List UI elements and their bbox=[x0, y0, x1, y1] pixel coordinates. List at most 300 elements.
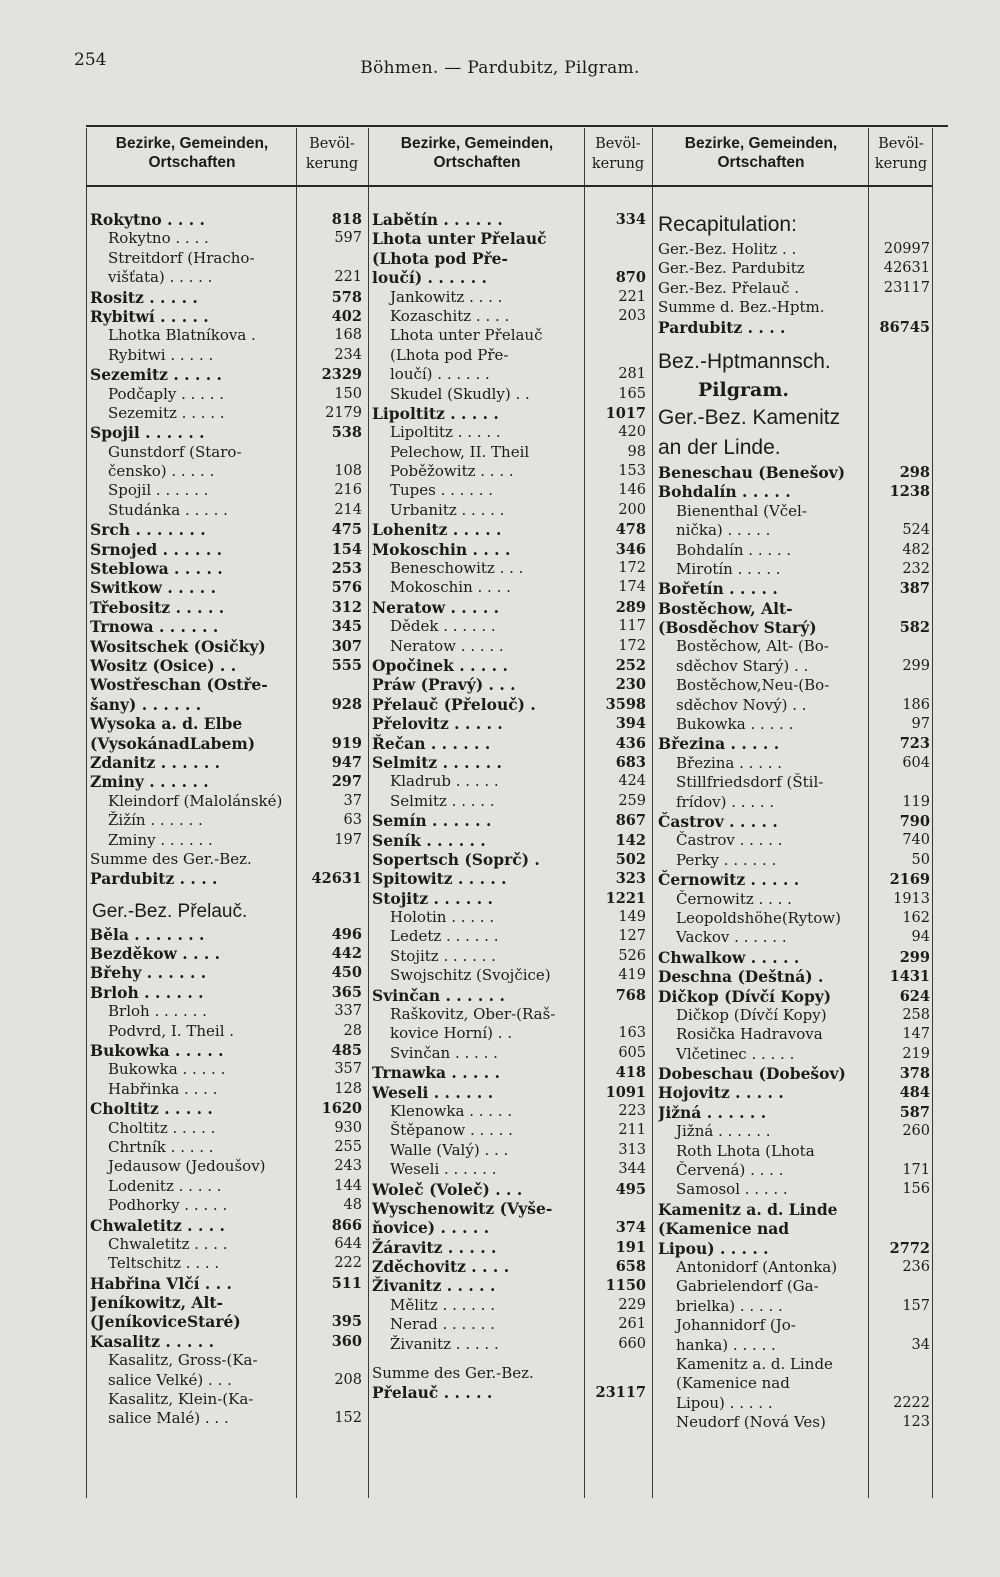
table-row bbox=[658, 890, 930, 909]
population-value: 930 bbox=[334, 1119, 362, 1136]
place-name: Dičkop (Dívčí Kopy) bbox=[658, 986, 832, 1006]
place-name: (Lhota pod Pře- bbox=[372, 248, 508, 268]
population-value: 346 bbox=[615, 540, 646, 558]
table-row bbox=[90, 1254, 362, 1273]
population-value: 419 bbox=[618, 967, 646, 984]
population-value: 168 bbox=[334, 327, 362, 344]
table-row bbox=[372, 831, 646, 850]
place-name: Jedausow (Jedoušov) bbox=[108, 1157, 266, 1176]
table-row bbox=[658, 502, 930, 521]
table-row bbox=[372, 1063, 646, 1082]
table-row bbox=[90, 753, 362, 772]
table-row bbox=[90, 1022, 362, 1041]
table-row bbox=[90, 983, 362, 1002]
table-row bbox=[90, 1216, 362, 1235]
population-value: 475 bbox=[331, 521, 362, 539]
population-value: 229 bbox=[618, 1296, 646, 1313]
table-row bbox=[658, 676, 930, 695]
table-row bbox=[658, 1200, 930, 1219]
population-value bbox=[586, 1364, 646, 1383]
population-value: 307 bbox=[331, 637, 362, 655]
population-value: 538 bbox=[331, 424, 362, 442]
table-row bbox=[372, 268, 646, 287]
table-row bbox=[90, 326, 362, 345]
place-name: Habřinka . . . . bbox=[108, 1079, 218, 1098]
table-row bbox=[90, 617, 362, 636]
table-row bbox=[658, 279, 930, 298]
place-name: Bořetín . . . . . bbox=[658, 579, 778, 599]
table-row bbox=[90, 734, 362, 753]
table-row bbox=[90, 831, 362, 850]
table-row bbox=[90, 423, 362, 442]
population-value: 644 bbox=[334, 1235, 362, 1252]
place-name: Zminy . . . . . . bbox=[90, 772, 209, 792]
table-row bbox=[90, 385, 362, 404]
table-row bbox=[90, 1235, 362, 1254]
column-3-name-header: Bezirke, Gemeinden, Ortschaften bbox=[684, 135, 838, 171]
place-name: Ger.-Bez. Holitz . . bbox=[658, 240, 797, 258]
place-name: šany) . . . . . . bbox=[90, 694, 202, 714]
population-value bbox=[868, 1277, 930, 1296]
table-row bbox=[90, 404, 362, 423]
population-value: 28 bbox=[343, 1022, 362, 1039]
place-name: Kamenitz a. d. Linde bbox=[658, 1199, 838, 1219]
population-value: 200 bbox=[618, 501, 646, 518]
place-name: hanka) . . . . . bbox=[676, 1335, 776, 1354]
population-value: 150 bbox=[334, 385, 362, 402]
place-name: Habřina Vlčí . . . bbox=[90, 1273, 232, 1293]
place-name: Selmitz . . . . . . bbox=[372, 752, 502, 772]
place-name: Wositz (Osice) . . bbox=[90, 655, 237, 675]
place-name: Jankowitz . . . . bbox=[390, 287, 503, 306]
table-row bbox=[372, 443, 646, 462]
place-name: (Kamenice nad bbox=[658, 1219, 790, 1239]
place-name: Perky . . . . . . bbox=[676, 850, 777, 869]
table-row bbox=[372, 1160, 646, 1179]
population-value: 63 bbox=[343, 812, 362, 829]
table-row bbox=[90, 1390, 362, 1409]
place-name: Mirotín . . . . . bbox=[676, 559, 781, 578]
table-row bbox=[90, 249, 362, 268]
table-row bbox=[90, 889, 362, 899]
table-row bbox=[90, 443, 362, 462]
population-value bbox=[294, 443, 362, 462]
place-name: Spojil . . . . . . bbox=[108, 481, 209, 500]
population-value: 128 bbox=[334, 1080, 362, 1097]
population-value: 2772 bbox=[889, 1239, 930, 1257]
place-name: Žáravitz . . . . . bbox=[372, 1237, 497, 1257]
population-value: 624 bbox=[899, 987, 930, 1005]
table-row bbox=[90, 963, 362, 982]
table-row bbox=[372, 307, 646, 326]
population-value: 171 bbox=[902, 1162, 930, 1179]
population-value bbox=[586, 1005, 646, 1024]
population-value: 723 bbox=[899, 735, 930, 753]
table-row bbox=[372, 1238, 646, 1257]
table-row bbox=[658, 210, 930, 240]
table-row bbox=[658, 240, 930, 259]
population-value bbox=[868, 1142, 930, 1161]
population-value: 234 bbox=[334, 346, 362, 363]
place-name: sděchov Starý) . . bbox=[676, 656, 809, 675]
place-name: Svinčan . . . . . . bbox=[372, 985, 505, 1005]
table-row bbox=[90, 1274, 362, 1293]
place-name: Černowitz . . . . . bbox=[658, 870, 800, 890]
place-name: Nerad . . . . . . bbox=[390, 1315, 495, 1334]
table-row bbox=[90, 1119, 362, 1138]
population-value bbox=[868, 1219, 930, 1238]
place-name: Ledetz . . . . . . bbox=[390, 927, 499, 946]
place-name: Stojitz . . . . . . bbox=[372, 888, 493, 908]
table-row bbox=[658, 1064, 930, 1083]
place-name: Dobeschau (Dobešov) bbox=[658, 1064, 846, 1084]
population-value: 418 bbox=[615, 1064, 646, 1082]
place-name: Brloh . . . . . . bbox=[90, 982, 204, 1002]
place-name: Bohdalín . . . . . bbox=[676, 540, 792, 559]
population-value: 1017 bbox=[605, 404, 646, 422]
table-row bbox=[372, 695, 646, 714]
table-row bbox=[372, 1005, 646, 1024]
population-value: 252 bbox=[615, 656, 646, 674]
place-name: Recapitulation: bbox=[658, 213, 797, 236]
table-row bbox=[658, 298, 930, 317]
place-name: Sezemitz . . . . . bbox=[90, 365, 222, 385]
table-row bbox=[372, 1315, 646, 1334]
table-row bbox=[372, 908, 646, 927]
table-row bbox=[90, 1196, 362, 1215]
place-name: Bostěchow,Neu-(Bo- bbox=[676, 676, 830, 695]
population-value: 866 bbox=[331, 1216, 362, 1234]
population-value bbox=[868, 502, 930, 521]
table-row bbox=[658, 754, 930, 773]
population-value: 48 bbox=[343, 1197, 362, 1214]
table-row bbox=[90, 772, 362, 791]
place-name: Jeníkowitz, Alt- bbox=[90, 1293, 223, 1313]
place-name: Spitowitz . . . . . bbox=[372, 869, 507, 889]
population-value: 123 bbox=[902, 1414, 930, 1431]
table-row bbox=[372, 598, 646, 617]
place-name bbox=[658, 337, 868, 347]
table-row bbox=[372, 889, 646, 908]
table-row bbox=[658, 1180, 930, 1199]
table-row bbox=[658, 482, 930, 501]
population-value: 197 bbox=[334, 831, 362, 848]
place-name: Třebositz . . . . . bbox=[90, 597, 225, 617]
column-1-right-rule bbox=[368, 128, 369, 1498]
population-value: 299 bbox=[899, 948, 930, 966]
table-row bbox=[658, 1239, 930, 1258]
table-row bbox=[90, 268, 362, 287]
table-row bbox=[658, 1006, 930, 1025]
place-name: Neudorf (Nová Ves) bbox=[676, 1413, 826, 1432]
table-row bbox=[372, 578, 646, 597]
table-row bbox=[658, 463, 930, 482]
table-row bbox=[372, 423, 646, 442]
table-row bbox=[372, 869, 646, 888]
place-name: Leopoldshöhe(Rytow) bbox=[676, 908, 841, 927]
table-row bbox=[372, 1141, 646, 1160]
place-name: Chwalkow . . . . . bbox=[658, 947, 800, 967]
population-value: 502 bbox=[615, 850, 646, 868]
place-name: (Kamenice nad bbox=[676, 1374, 790, 1393]
table-row bbox=[372, 249, 646, 268]
place-name bbox=[372, 1354, 586, 1364]
table-row bbox=[90, 1002, 362, 1021]
place-name: Kozaschitz . . . . bbox=[390, 306, 510, 325]
table-row bbox=[658, 1374, 930, 1393]
table-row bbox=[90, 944, 362, 963]
population-value: 2179 bbox=[325, 404, 362, 421]
place-name: Přelauč . . . . . bbox=[372, 1383, 493, 1403]
table-row bbox=[90, 540, 362, 559]
population-value: 144 bbox=[334, 1177, 362, 1194]
table-row bbox=[90, 520, 362, 539]
table-row bbox=[372, 1364, 646, 1383]
place-name: Bezděkow . . . . bbox=[90, 944, 221, 964]
place-name: Wyschenowitz (Vyše- bbox=[372, 1198, 553, 1218]
population-value: 334 bbox=[615, 211, 646, 228]
population-value: 312 bbox=[331, 598, 362, 616]
population-value: 172 bbox=[618, 560, 646, 577]
column-2 bbox=[372, 210, 646, 1403]
population-value: 208 bbox=[334, 1371, 362, 1388]
population-value: 1238 bbox=[889, 483, 930, 501]
place-name: Teltschitz . . . . bbox=[108, 1254, 220, 1273]
population-value: 442 bbox=[331, 945, 362, 963]
table-row bbox=[372, 1335, 646, 1354]
population-value: 259 bbox=[618, 792, 646, 809]
column-2-right-rule bbox=[652, 128, 653, 1498]
population-value: 605 bbox=[618, 1044, 646, 1061]
table-row bbox=[372, 326, 646, 345]
place-name: Zděchovitz . . . . bbox=[372, 1257, 510, 1277]
table-row bbox=[658, 579, 930, 598]
population-value: 191 bbox=[615, 1238, 646, 1256]
population-value: 436 bbox=[615, 734, 646, 752]
population-value bbox=[294, 1293, 362, 1312]
place-name: Rosička Hadravova bbox=[676, 1025, 823, 1044]
place-name: Pelechow, II. Theil bbox=[390, 442, 530, 461]
population-value bbox=[868, 1200, 930, 1219]
population-value: 149 bbox=[618, 909, 646, 926]
table-row bbox=[658, 734, 930, 753]
population-value: 297 bbox=[331, 773, 362, 791]
place-name: Choltitz . . . . . bbox=[108, 1118, 216, 1137]
place-name: Pilgram. bbox=[698, 378, 790, 401]
population-value: 450 bbox=[331, 964, 362, 982]
place-name: Klenowka . . . . . bbox=[390, 1101, 513, 1120]
place-name: višťata) . . . . . bbox=[108, 268, 213, 287]
place-name: Labětín . . . . . . bbox=[372, 210, 503, 229]
table-row bbox=[372, 617, 646, 636]
table-row bbox=[372, 1257, 646, 1276]
place-name: Březina . . . . . bbox=[658, 734, 780, 754]
population-value bbox=[294, 850, 362, 869]
place-name: Woleč (Voleč) . . . bbox=[372, 1179, 523, 1199]
table-row bbox=[372, 1121, 646, 1140]
population-value: 2169 bbox=[889, 871, 930, 889]
place-name: Běla . . . . . . . bbox=[90, 924, 205, 944]
place-name: loučí) . . . . . . bbox=[390, 365, 490, 384]
place-name: Gabrielendorf (Ga- bbox=[676, 1277, 819, 1296]
place-name: Wostřeschan (Ostře- bbox=[90, 675, 268, 695]
table-row bbox=[90, 307, 362, 326]
place-name: Častrov . . . . . bbox=[676, 831, 783, 850]
table-row bbox=[658, 812, 930, 831]
table-row bbox=[658, 1161, 930, 1180]
table-row bbox=[372, 927, 646, 946]
place-name: Podčaply . . . . . bbox=[108, 384, 225, 403]
table-row bbox=[658, 1277, 930, 1296]
population-value: 323 bbox=[615, 870, 646, 888]
place-name: Častrov . . . . . bbox=[658, 811, 778, 831]
table-row bbox=[658, 1316, 930, 1335]
place-name: Mokoschin . . . . bbox=[390, 578, 511, 597]
page-number: 254 bbox=[74, 50, 107, 70]
place-name: Bukowka . . . . . bbox=[90, 1041, 224, 1061]
population-value: 289 bbox=[615, 598, 646, 616]
table-row bbox=[90, 1060, 362, 1079]
table-row bbox=[658, 618, 930, 637]
place-name: Streitdorf (Hracho- bbox=[108, 248, 255, 267]
population-value: 482 bbox=[902, 541, 930, 558]
population-value bbox=[586, 326, 646, 345]
place-name: Svinčan . . . . . bbox=[390, 1043, 498, 1062]
population-value: 127 bbox=[618, 928, 646, 945]
population-value: 298 bbox=[899, 463, 930, 481]
place-name: loučí) . . . . . . bbox=[372, 268, 487, 288]
population-value: 219 bbox=[902, 1045, 930, 1062]
table-row bbox=[90, 656, 362, 675]
table-row bbox=[658, 541, 930, 560]
table-row bbox=[372, 1354, 646, 1364]
place-name: Swojschitz (Svojčice) bbox=[390, 966, 551, 985]
place-name: Lipou) . . . . . bbox=[658, 1238, 769, 1258]
population-value bbox=[586, 346, 646, 365]
place-name: Walle (Valý) . . . bbox=[390, 1140, 509, 1159]
table-row bbox=[658, 1297, 930, 1316]
table-row bbox=[658, 928, 930, 947]
population-value bbox=[868, 403, 930, 433]
place-name: Antonidorf (Antonka) bbox=[676, 1257, 838, 1276]
population-value: 98 bbox=[627, 443, 646, 460]
population-value: 1431 bbox=[889, 968, 930, 986]
place-name: Summe des Ger.-Bez. bbox=[90, 849, 252, 868]
place-name: Spojil . . . . . . bbox=[90, 423, 205, 443]
header-rule bbox=[86, 185, 932, 187]
population-value: 186 bbox=[902, 696, 930, 713]
table-row bbox=[658, 909, 930, 928]
place-name: Břehy . . . . . . bbox=[90, 963, 207, 983]
place-name: Červená) . . . . bbox=[676, 1161, 784, 1180]
table-row bbox=[90, 210, 362, 229]
population-value: 223 bbox=[618, 1102, 646, 1119]
table-row bbox=[658, 987, 930, 1006]
column-1-pop-header: Bevöl-kerung bbox=[305, 136, 359, 172]
population-value: 162 bbox=[902, 909, 930, 926]
place-name: (JeníkoviceStaré) bbox=[90, 1312, 241, 1332]
place-name: salice Malé) . . . bbox=[108, 1409, 229, 1428]
place-name: Ger.-Bez. Přelauč. bbox=[92, 900, 248, 922]
place-name: (Bosděchov Starý) bbox=[658, 618, 817, 638]
population-value: 119 bbox=[902, 793, 930, 810]
table-row bbox=[658, 1083, 930, 1102]
table-row bbox=[90, 501, 362, 520]
population-value: 23117 bbox=[595, 1384, 646, 1402]
population-value bbox=[868, 298, 930, 317]
place-name: Březina . . . . . bbox=[676, 753, 783, 772]
population-value: 172 bbox=[618, 637, 646, 654]
place-name: Studánka . . . . . bbox=[108, 500, 228, 519]
place-name: Summe des Ger.-Bez. bbox=[372, 1364, 534, 1383]
place-name: (VysokánadLabem) bbox=[90, 733, 256, 753]
place-name: Lipou) . . . . . bbox=[676, 1393, 773, 1412]
population-value bbox=[294, 889, 362, 899]
population-value: 230 bbox=[615, 676, 646, 694]
population-value bbox=[294, 675, 362, 694]
table-row bbox=[372, 753, 646, 772]
place-name: Chwaletitz . . . . bbox=[108, 1234, 228, 1253]
place-name: Seník . . . . . . bbox=[372, 830, 486, 850]
table-row bbox=[372, 1296, 646, 1315]
table-row bbox=[90, 1138, 362, 1157]
column-1 bbox=[90, 210, 362, 1429]
population-value bbox=[586, 249, 646, 268]
table-row bbox=[658, 403, 930, 433]
population-value bbox=[586, 1354, 646, 1364]
table-row bbox=[658, 1336, 930, 1355]
population-value: 42631 bbox=[883, 260, 930, 277]
population-value: 344 bbox=[618, 1161, 646, 1178]
place-name: ňovice) . . . . . bbox=[372, 1218, 490, 1238]
population-value: 496 bbox=[331, 925, 362, 943]
place-name: Srch . . . . . . . bbox=[90, 520, 206, 540]
table-row bbox=[658, 948, 930, 967]
population-value bbox=[294, 249, 362, 268]
table-row bbox=[90, 1409, 362, 1428]
population-value: 236 bbox=[902, 1258, 930, 1275]
population-value: 374 bbox=[615, 1219, 646, 1237]
table-row bbox=[90, 850, 362, 869]
population-value bbox=[868, 676, 930, 695]
population-value: 153 bbox=[618, 463, 646, 480]
population-value bbox=[586, 229, 646, 248]
population-value: 511 bbox=[331, 1274, 362, 1292]
population-value: 660 bbox=[618, 1335, 646, 1352]
place-name: Podhorky . . . . . bbox=[108, 1196, 228, 1215]
place-name: Bienenthal (Včel- bbox=[676, 501, 807, 520]
population-value bbox=[586, 1199, 646, 1218]
table-row bbox=[658, 1103, 930, 1122]
population-value: 604 bbox=[902, 754, 930, 771]
table-row bbox=[372, 850, 646, 869]
table-row bbox=[372, 1180, 646, 1199]
population-value bbox=[294, 1390, 362, 1409]
table-row bbox=[90, 811, 362, 830]
table-row bbox=[658, 259, 930, 278]
table-row bbox=[372, 210, 646, 229]
place-name: Neratow . . . . . bbox=[390, 636, 504, 655]
population-value: 313 bbox=[618, 1141, 646, 1158]
table-row bbox=[372, 346, 646, 365]
table-row bbox=[658, 851, 930, 870]
table-row bbox=[372, 1383, 646, 1402]
place-name: Steblowa . . . . . bbox=[90, 559, 223, 579]
place-name: kovice Horní) . . bbox=[390, 1024, 513, 1043]
population-value: 214 bbox=[334, 501, 362, 518]
table-row bbox=[372, 734, 646, 753]
table-row bbox=[372, 229, 646, 248]
